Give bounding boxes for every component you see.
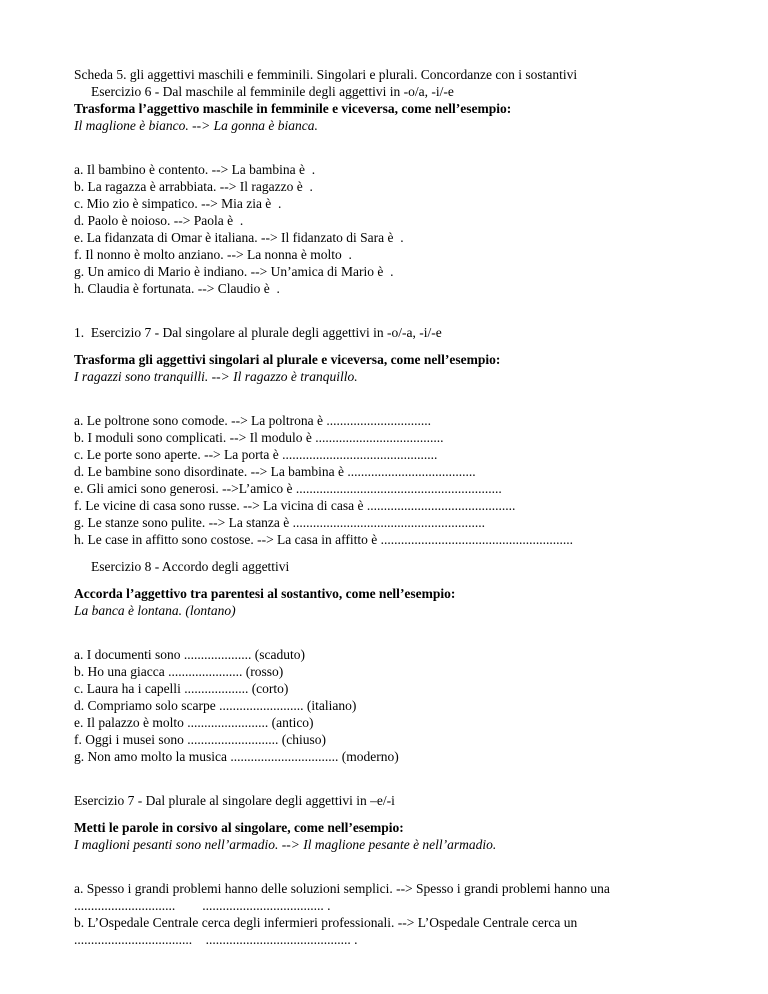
list-item: f. Il nonno è molto anziano. --> La nonna è molto . (74, 247, 352, 262)
list-item: e. La fidanzata di Omar è italiana. --> Il fidanzato di Sara è . (74, 230, 404, 245)
list-item: d. Compriamo solo scarpe ......................... (italiano) (74, 698, 357, 713)
list-item: c. Mio zio è simpatico. --> Mia zia è . (74, 196, 282, 211)
exercise-8-list (74, 646, 734, 765)
exercise-7b-heading: Esercizio 7 - Dal plurale al singolare degli aggettivi in –e/-i (74, 793, 395, 808)
list-item: g. Un amico di Mario è indiano. --> Un’amica di Mario è . (74, 264, 394, 279)
exercise-6-instruction: Trasforma l’aggettivo maschile in femminile e viceversa, come nell’esempio: (74, 101, 512, 116)
exercise-6-list (74, 161, 734, 297)
exercise-7a-heading: 1. Esercizio 7 - Dal singolare al plurale degli aggettivi in -o/-a, -i/-e (74, 325, 442, 340)
list-item: c. Le porte sono aperte. --> La porta è .............................................. (74, 447, 438, 462)
list-item-blanks: .............................. .................................... . (74, 898, 331, 913)
list-item: e. Il palazzo è molto ........................ (antico) (74, 715, 314, 730)
list-item: g. Non amo molto la musica ................................ (moderno) (74, 749, 399, 764)
list-item: a. Le poltrone sono comode. --> La poltrona è ............................... (74, 413, 432, 428)
exercise-7b-instruction: Metti le parole in corsivo al singolare, come nell’esempio: (74, 820, 404, 835)
list-item: h. Claudia è fortunata. --> Claudio è . (74, 281, 280, 296)
list-item: f. Le vicine di casa sono russe. --> La vicina di casa è ............................................ (74, 498, 516, 513)
list-item: c. Laura ha i capelli ................... (corto) (74, 681, 289, 696)
exercise-6-example: Il maglione è bianco. --> La gonna è bianca. (74, 118, 318, 133)
exercise-8-heading: Esercizio 8 - Accordo degli aggettivi (91, 559, 290, 574)
exercise-8-example: La banca è lontana. (lontano) (74, 603, 236, 618)
exercise-7b-list (74, 880, 734, 948)
exercise-7a-instruction: Trasforma gli aggettivi singolari al plurale e viceversa, come nell’esempio: (74, 352, 501, 367)
list-item: b. Ho una giacca ...................... (rosso) (74, 664, 284, 679)
exercise-8-instruction: Accorda l’aggettivo tra parentesi al sostantivo, come nell’esempio: (74, 586, 456, 601)
exercise-7b-example: I maglioni pesanti sono nell’armadio. --> Il maglione pesante è nell’armadio. (74, 837, 497, 852)
list-item: f. Oggi i musei sono ........................... (chiuso) (74, 732, 326, 747)
worksheet (74, 66, 734, 948)
list-item: e. Gli amici sono generosi. -->L’amico è ............................................................. (74, 481, 502, 496)
exercise-7a-example: I ragazzi sono tranquilli. --> Il ragazzo è tranquillo. (74, 369, 358, 384)
worksheet-title: Scheda 5. gli aggettivi maschili e femminili. Singolari e plurali. Concordanze con i sostantivi (74, 67, 578, 82)
exercise-6-heading: Esercizio 6 - Dal maschile al femminile degli aggettivi in -o/a, -i/-e (91, 84, 454, 99)
exercise-7a-list (74, 412, 734, 548)
list-item: b. La ragazza è arrabbiata. --> Il ragazzo è . (74, 179, 313, 194)
list-item: a. Il bambino è contento. --> La bambina è . (74, 162, 316, 177)
list-item: d. Le bambine sono disordinate. --> La bambina è ...................................... (74, 464, 476, 479)
list-item: d. Paolo è noioso. --> Paola è . (74, 213, 244, 228)
list-item: h. Le case in affitto sono costose. --> La casa in affitto è ......................................................... (74, 532, 574, 547)
list-item-blanks: ................................... ........................................... . (74, 932, 358, 947)
list-item: a. Spesso i grandi problemi hanno delle soluzioni semplici. --> Spesso i grandi problemi hanno una (74, 881, 610, 896)
list-item: g. Le stanze sono pulite. --> La stanza è ......................................................... (74, 515, 486, 530)
list-item: a. I documenti sono .................... (scaduto) (74, 647, 305, 662)
list-item: b. I moduli sono complicati. --> Il modulo è ...................................... (74, 430, 444, 445)
list-item: b. L’Ospedale Centrale cerca degli infermieri professionali. --> L’Ospedale Centrale cerca un (74, 915, 578, 930)
